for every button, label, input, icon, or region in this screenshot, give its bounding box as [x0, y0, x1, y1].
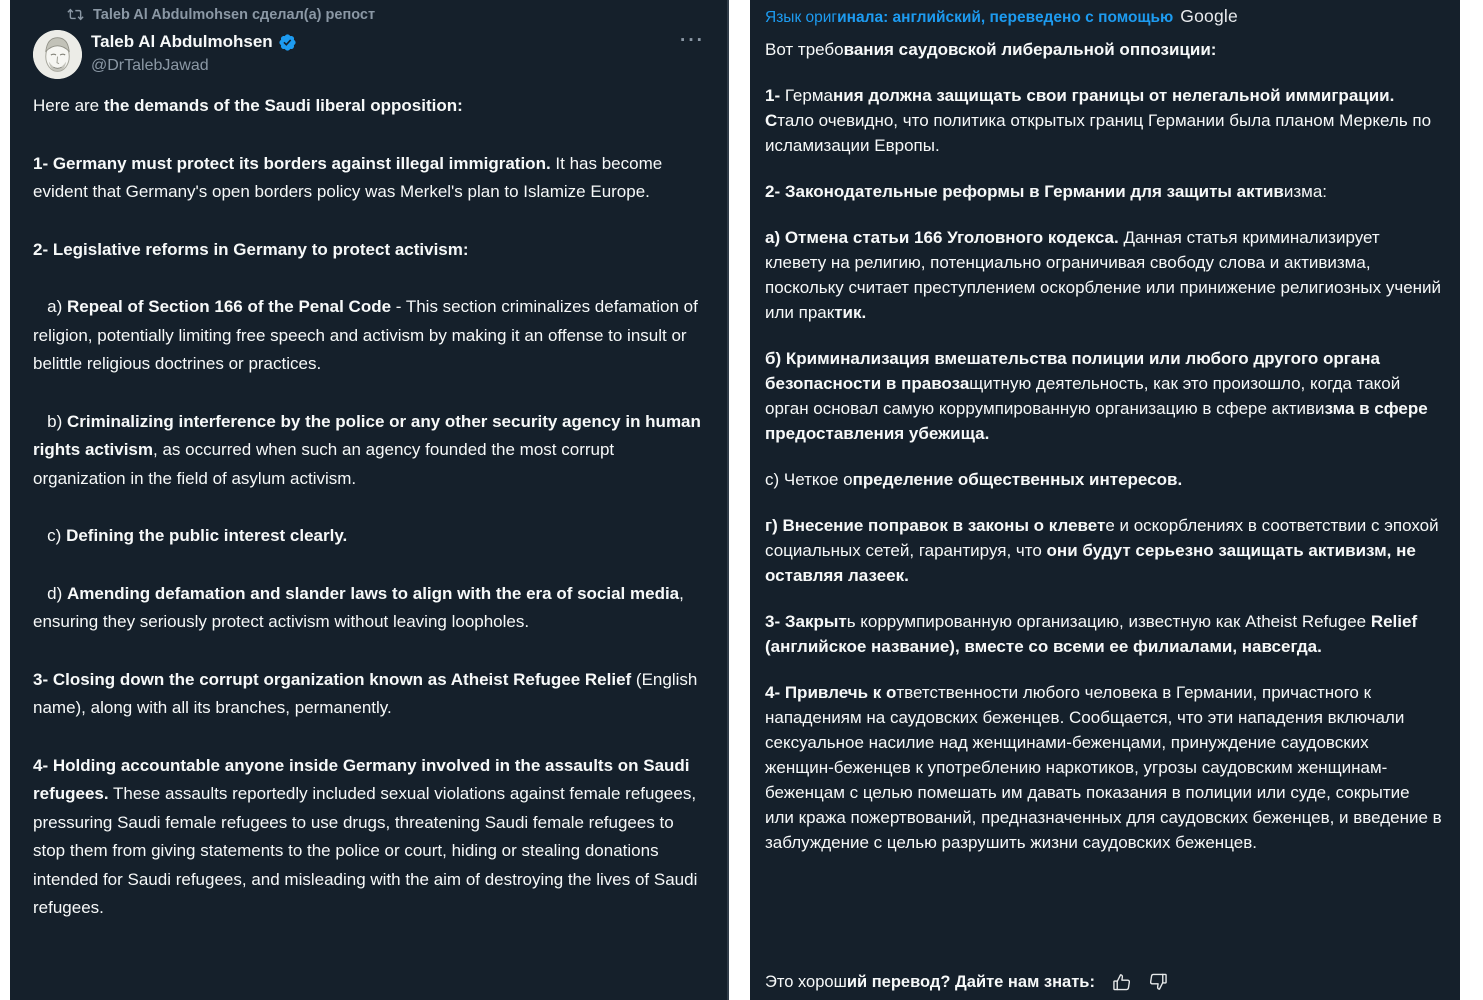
- text-segment: the demands of the Saudi liberal opposition:: [103, 96, 463, 115]
- thumbs-down-icon[interactable]: [1147, 971, 1169, 993]
- text-segment: Это хорош: [765, 972, 847, 991]
- text-segment: г) Внесение поправок в законы о клевет: [765, 516, 1106, 535]
- text-segment: тало очевидно, что политика открытых границ Германии была планом Меркель по исламизации Европы.: [765, 111, 1436, 155]
- text-segment: 2- Legislative reforms in Germany to protect activism:: [33, 239, 469, 259]
- text-segment: Here are: [33, 96, 104, 115]
- text-segment: 4- Holding accountable anyone inside Germany involved in the assaults on Saudi refugees.: [33, 755, 695, 803]
- text-segment: зма в сфере предоставления убежища.: [765, 399, 1433, 443]
- avatar[interactable]: [33, 30, 82, 79]
- paragraph: [33, 752, 701, 923]
- feedback-prompt: [765, 972, 1095, 993]
- paragraph: [765, 83, 1442, 158]
- text-segment: ий перевод? Дайте нам знать:: [846, 972, 1095, 991]
- paragraph: [33, 666, 701, 723]
- text-segment: они будут серьезно защищать активизм, не оставляя лазеек.: [765, 541, 1421, 585]
- paragraph: [33, 408, 706, 494]
- text-segment: , ensuring they seriously protect activism without leaving loopholes.: [33, 583, 689, 631]
- text-segment: 4- Привлечь к о: [765, 683, 897, 702]
- text-segment: Герма: [784, 86, 833, 105]
- paragraph: [33, 522, 701, 551]
- text-segment: Criminalizing interference by the police or any other security agency in human rights activism: [33, 411, 706, 459]
- text-segment: c): [33, 526, 67, 545]
- text-segment: Repeal of Section 166 of the Penal Code: [67, 297, 392, 316]
- paragraph: [33, 92, 701, 121]
- paragraph: [765, 346, 1442, 446]
- text-segment: a) Отмена статьи 166 Уголовного кодекса.: [765, 228, 1119, 247]
- text-segment: Defining the public interest clearly.: [66, 526, 348, 545]
- text-segment: b): [33, 411, 68, 431]
- text-segment: Amending defamation and slander laws to align with the era of social media: [67, 583, 680, 603]
- author-handle[interactable]: @DrTalebJawad: [91, 57, 209, 74]
- text-segment: (English name), along with all its branches, permanently.: [33, 669, 703, 717]
- retweet-icon: [67, 6, 84, 23]
- text-segment: изма:: [1283, 182, 1328, 201]
- translation-text: [750, 28, 1460, 855]
- text-segment: d): [33, 583, 68, 603]
- text-segment: пределение общественных интересов.: [852, 470, 1183, 489]
- text-segment: Данная статья криминализирует клевету на религию, потенциально ограничивая свободу слова и активизма, поскольку считает преступлением оскорбление или принижение религиозных учений или прак: [765, 228, 1446, 322]
- text-segment: 1- Germany must protect its borders against illegal immigration.: [33, 153, 551, 173]
- thumbs-up-icon[interactable]: [1111, 971, 1133, 993]
- repost-label: Taleb Al Abdulmohsen сделал(а) репост: [93, 6, 376, 23]
- paragraph: [765, 680, 1447, 855]
- text-segment: 1-: [765, 86, 785, 105]
- paragraph: [765, 37, 1442, 62]
- paragraph: [765, 179, 1442, 204]
- text-segment: б) Криминализация вмешательства полиции или любого другого органа безопасности в правоза: [765, 349, 1385, 393]
- paragraph: [33, 236, 701, 265]
- tweet-card: [10, 0, 729, 1000]
- text-segment: These assaults reportedly included sexual violations against female refugees, pressuring Saudi female refugees to use drugs, threatening Saudi female refugees to stop them from giving statements to the police or court, hiding or stealing donations intended for Saudi refugees, and misleading with the aim of destroying the lives of Saudi refugees.: [33, 784, 703, 917]
- text-segment: Вот требо: [765, 40, 844, 59]
- paragraph: [33, 150, 701, 207]
- text-segment: 3- Closing down the corrupt organization known as Atheist Refugee Relief: [33, 669, 632, 689]
- text-segment: 3- Закрыт: [765, 612, 847, 631]
- text-segment: Relief (английское название), вместе со всеми ее филиалами, навсегда.: [765, 612, 1422, 656]
- text-segment: е и оскорблениях в соответствии с эпохой социальных сетей, гарантируя, что: [765, 516, 1444, 560]
- text-segment: щитную деятельность, как это произошло, когда такой орган основал самую коррумпированную организацию в сфере активи: [765, 374, 1405, 418]
- translation-header-row: [750, 0, 1460, 28]
- author-name[interactable]: Taleb Al Abdulmohsen: [91, 32, 273, 51]
- author-meta: [91, 30, 678, 76]
- text-segment: инала: английский, переведено с помощью: [837, 9, 1174, 26]
- text-segment: - This section criminalizes defamation of religion, potentially limiting free speech and activism by making it an offense to insult or belittle religious doctrines or practices.: [33, 297, 703, 373]
- google-logo: Google: [1180, 6, 1238, 26]
- text-segment: Язык ориг: [765, 9, 838, 26]
- author-row: [10, 30, 727, 79]
- paragraph: [33, 580, 701, 637]
- text-segment: вания саудовской либеральной оппозиции:: [843, 40, 1217, 59]
- paragraph: [765, 467, 1442, 492]
- paragraph: [765, 225, 1446, 325]
- text-segment: тик.: [834, 303, 867, 322]
- verified-badge-icon: [278, 33, 297, 52]
- translation-feedback-row: [765, 971, 1169, 993]
- text-segment: ь коррумпированную организацию, известную как Atheist Refugee: [846, 612, 1371, 631]
- text-segment: c) Четкое о: [765, 470, 853, 489]
- repost-header[interactable]: [10, 0, 727, 23]
- text-segment: 2- Законодательные реформы в Германии для защиты актив: [765, 182, 1284, 201]
- text-segment: тветственности любого человека в Германии, причастного к нападениям на саудовских беженцев. Сообщается, что эти нападения включали сексуальное насилие над женщинами-беженцами, принуждение саудовских женщин-беженцев к употреблению наркотиков, угрозы саудовским женщинам-беженцам с целью помешать им давать показания в полиции или суде, сокрытие или кража пожертвований, предназначенных для саудовских беженцев, и введение в заблуждение с целью разрушить жизни саудовских беженцев.: [765, 683, 1447, 852]
- more-menu-button[interactable]: ···: [680, 30, 705, 51]
- translation-panel: [750, 0, 1460, 1000]
- text-segment: a): [33, 297, 68, 316]
- text-segment: It has become evident that Germany's open borders policy was Merkel's plan to Islamize Europe.: [33, 153, 667, 201]
- translation-header-link[interactable]: [765, 7, 1173, 28]
- paragraph: [765, 609, 1442, 659]
- paragraph: [765, 513, 1442, 588]
- tweet-text: [10, 79, 727, 923]
- paragraph: [33, 293, 701, 379]
- text-segment: , as occurred when such an agency founded the most corrupt organization in the field of asylum activism.: [33, 440, 619, 488]
- text-segment: ния должна защищать свои границы от нелегальной иммиграции. С: [765, 86, 1400, 130]
